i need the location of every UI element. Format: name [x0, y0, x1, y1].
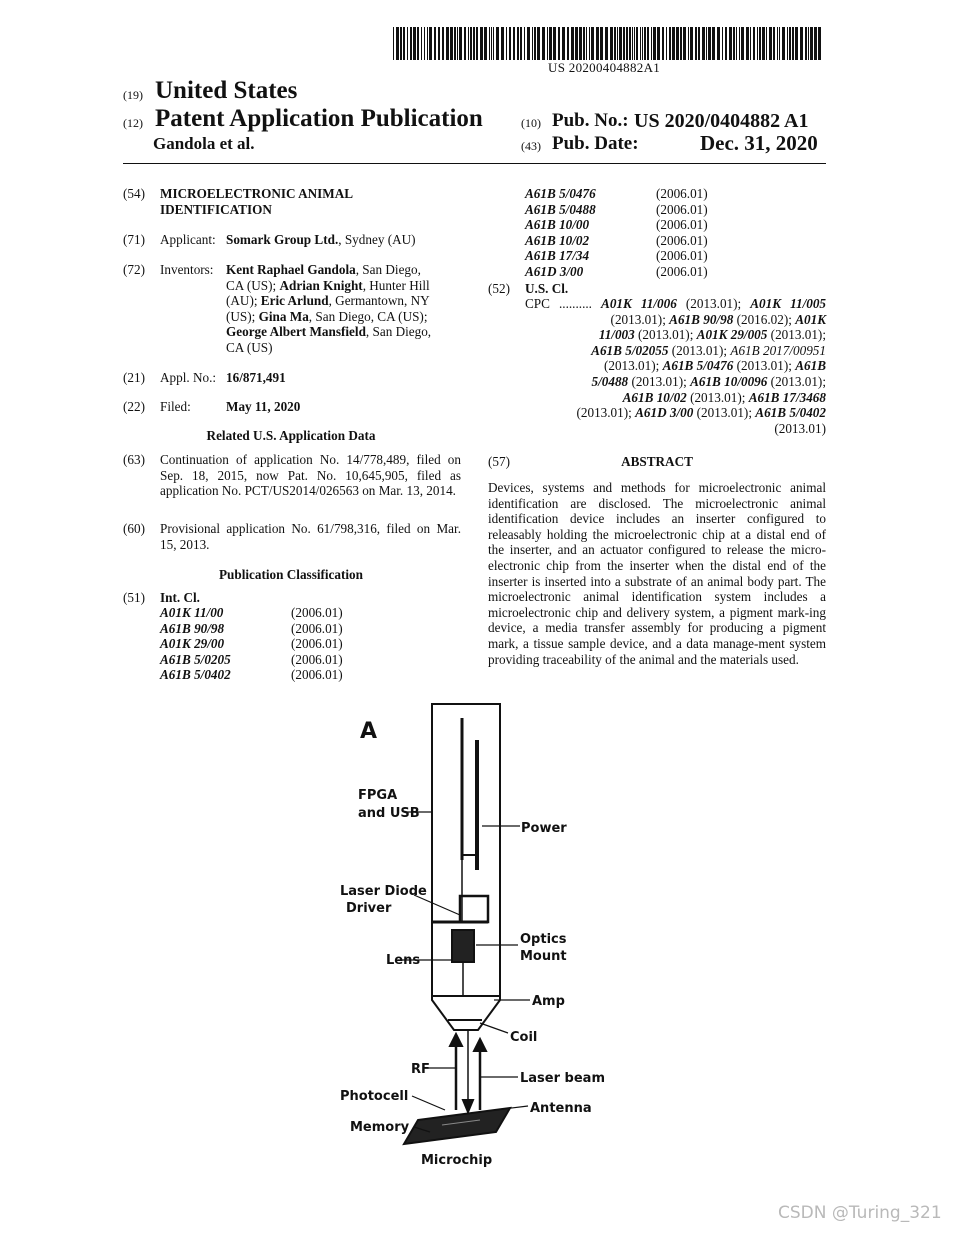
laser-diode-box: [460, 896, 488, 922]
label-power: Power: [521, 821, 567, 836]
barcode-bar: [818, 27, 821, 60]
cpc-code: A01K 11/006: [601, 296, 677, 311]
barcode-bar: [640, 27, 641, 60]
barcode-bar: [676, 27, 679, 60]
pub-date: Dec. 31, 2020: [700, 131, 818, 155]
barcode-bar: [808, 27, 809, 60]
abstract-text: Devices, systems and methods for microelectronic animal identification are disclosed. The microelectronic animal identification device includes an inserter configured to releasably holding the microelectronic chip at a distal end of the inserter, and an actuator configured to release the micro-electronic chip from the inserter when the distal end of the inserter is inserted into a substrate of an animal body part. The microelectronic animal identification system includes a microelectronic chip and delivery system, a pigment mark-ing device, a media transfer assembly for producing a pigment mark, a tissue sample device, and a data manage-ment system providing traceability of the animal and the materials used.: [488, 480, 826, 667]
filed-label: Filed:: [160, 399, 191, 414]
barcode-bar: [623, 27, 625, 60]
barcode-bar: [410, 27, 412, 60]
barcode-bar: [457, 27, 458, 60]
barcode-bar: [690, 27, 693, 60]
barcode-bar: [647, 27, 649, 60]
cpc-line: (2013.01); A61D 3/00 (2013.01); A61B 5/0402: [576, 405, 826, 421]
cpc-code: A61B 5/0476: [662, 358, 734, 374]
label-amp: Amp: [532, 994, 565, 1009]
barcode-bar: [614, 27, 616, 60]
cpc-line: A61B 10/02 (2013.01); A61B 17/3468: [622, 389, 826, 405]
intcl-version: (2006.01): [656, 217, 708, 232]
barcode-bar: [562, 27, 565, 60]
barcode-bar: [642, 27, 643, 60]
barcode-bar: [583, 27, 585, 60]
barcode-bar: [729, 27, 732, 60]
barcode-bar: [795, 27, 798, 60]
cpc-code: A61B 2017/00951: [730, 342, 826, 358]
barcode-bar: [626, 27, 628, 60]
label-fpga-2: and USB: [358, 806, 420, 821]
barcode-bar: [537, 27, 540, 60]
microchip-shape: [404, 1108, 510, 1144]
barcode-bar: [413, 27, 416, 60]
barcode-bar: [542, 27, 545, 60]
cpc-date: (2013.01): [736, 358, 789, 374]
device-diagram: [330, 700, 630, 1175]
barcode-bar: [757, 27, 758, 60]
label-coil: Coil: [510, 1030, 538, 1045]
barcode-bar: [429, 27, 432, 60]
barcode-bar: [396, 27, 399, 60]
label-microchip: Microchip: [421, 1153, 493, 1168]
barcode-bar: [777, 27, 778, 60]
label-memory: Memory: [350, 1120, 410, 1135]
appl-label: Appl. No.:: [160, 370, 217, 385]
cpc-code: A61B 5/02055: [591, 342, 669, 358]
barcode-bar: [501, 27, 504, 60]
barcode-bar: [450, 27, 453, 60]
lens-shape: [452, 930, 474, 962]
barcode-bar: [810, 27, 813, 60]
barcode-bar: [454, 27, 456, 60]
title-line-1: MICROELECTRONIC ANIMAL: [160, 186, 354, 201]
authors: Gandola et al.: [153, 134, 255, 153]
figure: [330, 700, 630, 1180]
related-heading: Related U.S. Application Data: [206, 428, 376, 443]
barcode-bar: [438, 27, 440, 60]
barcode-bar: [698, 27, 700, 60]
cpc-line: [525, 421, 826, 437]
intcl-version: (2006.01): [291, 621, 343, 636]
barcode-bar: [632, 27, 633, 60]
cpc-date: (2013.01): [685, 296, 738, 311]
cpc-code: A61B 17/3468: [748, 389, 826, 405]
label-laser-diode-2: Driver: [346, 901, 392, 916]
inventors-list: [226, 262, 431, 356]
intcl-code-value: A01K 29/00: [160, 636, 225, 651]
watermark: CSDN @Turing_321: [778, 1203, 942, 1223]
barcode-bar: [769, 27, 772, 60]
barcode-bar: [782, 27, 785, 60]
barcode-bar: [708, 27, 711, 60]
barcode-bar: [403, 27, 405, 60]
cpc-date: (2013.01): [576, 405, 629, 421]
intcl-version: (2006.01): [656, 233, 708, 248]
inventor-name: George Albert Mansfield: [226, 324, 366, 340]
barcode-bar: [739, 27, 740, 60]
applicant-label: Applicant:: [160, 232, 216, 247]
barcode-bar: [480, 27, 483, 60]
barcode-bar: [741, 27, 744, 60]
cpc-prefix: CPC ..........: [525, 296, 592, 311]
inserter-body: [432, 704, 500, 1030]
applicant-name: Somark Group Ltd.: [226, 232, 339, 247]
barcode-bar: [657, 27, 660, 60]
barcode-bar: [506, 27, 507, 60]
barcode-bar: [417, 27, 419, 60]
barcode-bar: [493, 27, 494, 60]
barcode-bar: [762, 27, 765, 60]
inventor-line: [226, 262, 431, 278]
label-rf: RF: [411, 1062, 430, 1077]
barcode-bar: [489, 27, 490, 60]
barcode-bar: [534, 27, 536, 60]
pub-no: US 2020/0404882 A1: [634, 110, 809, 132]
applicant-code: (71): [123, 232, 145, 247]
title-code: (54): [123, 186, 145, 201]
inventor-name: Kent Raphael Gandola: [226, 262, 356, 277]
barcode-bar: [680, 27, 682, 60]
inventor-location: , San Diego,: [365, 324, 432, 340]
barcode-bar: [736, 27, 737, 60]
intcl-version: (2006.01): [291, 667, 343, 682]
intcl-code-value: A61D 3/00: [525, 264, 584, 279]
cpc-code: A61B 10/0096: [690, 373, 768, 389]
cpc-block: [525, 296, 826, 436]
intcl-version: (2006.01): [291, 636, 343, 651]
label-lens: Lens: [386, 953, 421, 968]
barcode-bar: [629, 27, 631, 60]
inventor-location: CA (US);: [226, 277, 280, 293]
cpc-date: (2013.01): [690, 389, 742, 405]
cpc-code: 5/0488: [591, 373, 629, 389]
barcode-bar: [513, 27, 515, 60]
cpc-code: A01K 29/005: [696, 327, 768, 343]
intcl-code-value: A61B 17/34: [525, 248, 590, 263]
intcl-code-value: A61B 5/0488: [525, 202, 596, 217]
barcode-bar: [591, 27, 594, 60]
barcode-bar: [527, 27, 530, 60]
barcode-bar: [814, 27, 817, 60]
barcode-bar: [434, 27, 436, 60]
barcode-number: US 20200404882A1: [548, 60, 661, 75]
barcode-bar: [464, 27, 466, 60]
intcl-code-value: A61B 10/00: [525, 217, 590, 232]
barcode-bar: [496, 27, 499, 60]
barcode-bar: [400, 27, 402, 60]
inventor-name: Gina Ma: [258, 308, 309, 324]
inventor-location: (AU);: [226, 293, 261, 309]
continuation-code: (63): [123, 452, 145, 467]
cpc-line: A61B 5/02055 (2013.01); A61B 2017/00951: [591, 342, 826, 358]
barcode-bar: [610, 27, 613, 60]
uscl-label: U.S. Cl.: [525, 281, 569, 296]
barcode-bar: [424, 27, 425, 60]
country: United States: [155, 77, 298, 104]
uscl-code: (52): [488, 281, 510, 296]
panel-label: A: [360, 719, 378, 744]
barcode-bar: [683, 27, 686, 60]
intcl-version: (2006.01): [656, 202, 708, 217]
barcode-bar: [589, 27, 590, 60]
barcode-bar: [473, 27, 475, 60]
pub-type: Patent Application Publication: [155, 105, 483, 132]
barcode-bar: [773, 27, 775, 60]
pubclass-heading: Publication Classification: [219, 567, 363, 582]
cpc-date: (2013.01): [671, 342, 724, 358]
intcl-code-value: A61B 5/0476: [525, 186, 596, 201]
cpc-line: 11/003 (2013.01); A01K 29/005 (2013.01);: [598, 327, 826, 343]
barcode-bar: [558, 27, 560, 60]
barcode-bar: [789, 27, 791, 60]
barcode-bar: [669, 27, 671, 60]
barcode-bar: [787, 27, 788, 60]
barcode-bar: [617, 27, 618, 60]
label-optics-1: Optics: [520, 932, 567, 947]
barcode-bar: [421, 27, 422, 60]
barcode-bar: [575, 27, 578, 60]
barcode-bar: [792, 27, 794, 60]
barcode-bar: [484, 27, 487, 60]
title-line-2: IDENTIFICATION: [160, 202, 272, 217]
header-rule: [123, 163, 826, 164]
inventor-name: Eric Arlund: [260, 293, 329, 309]
barcode-bar: [766, 27, 767, 60]
barcode-bar: [520, 27, 522, 60]
applicant-location: , Sydney (AU): [338, 232, 416, 247]
intcl-code: (51): [123, 590, 145, 605]
pub-no-code: (10): [521, 116, 541, 130]
inventor-line: [226, 278, 431, 294]
inventors-code: (72): [123, 262, 145, 277]
cpc-code: A61B 5/0402: [755, 405, 826, 421]
intcl-version: (2006.01): [656, 186, 708, 201]
intcl-code-value: A01K 11/00: [160, 605, 224, 620]
cpc-date: (2013.01): [610, 311, 663, 327]
barcode-bar: [549, 27, 552, 60]
barcode-bar: [750, 27, 751, 60]
barcode-bar: [407, 27, 408, 60]
pub-type-code: (12): [123, 116, 143, 130]
inventor-location: , Germantown, NY: [328, 293, 430, 309]
barcode-bar: [695, 27, 697, 60]
barcode-bar: [759, 27, 761, 60]
barcode-bar: [567, 27, 569, 60]
cpc-code: A61D 3/00: [635, 405, 694, 421]
barcode-bar: [712, 27, 715, 60]
barcode-bar: [586, 27, 587, 60]
cpc-line: (2013.01); A61B 90/98 (2016.02); A01K: [610, 311, 826, 327]
inventor-line: [226, 309, 431, 325]
barcode-bar: [524, 27, 525, 60]
barcode-bar: [702, 27, 705, 60]
cpc-date: (2013.01): [631, 373, 684, 389]
barcode-bar: [746, 27, 749, 60]
cpc-line: CPC .......... A01K 11/006 (2013.01); A01K 11/005: [525, 296, 827, 311]
cpc-date: (2013.01): [696, 405, 749, 421]
label-laser-beam: Laser beam: [520, 1071, 605, 1086]
barcode-bar: [491, 27, 492, 60]
inventor-location: , San Diego,: [355, 262, 421, 277]
provisional-code: (60): [123, 521, 145, 536]
label-laser-diode-1: Laser Diode: [340, 884, 427, 899]
barcode-bar: [476, 27, 478, 60]
abstract-heading: ABSTRACT: [621, 454, 693, 469]
cpc-date: (2013.01): [774, 420, 826, 436]
filed-date: May 11, 2020: [226, 399, 301, 414]
barcode-bar: [722, 27, 723, 60]
inventor-line: CA (US): [226, 339, 273, 355]
barcode-bar: [619, 27, 622, 60]
applicant: [226, 232, 416, 248]
country-code: (19): [123, 88, 143, 102]
pub-date-code: (43): [521, 139, 541, 153]
barcode-bar: [644, 27, 646, 60]
cpc-code: A61B: [795, 358, 826, 374]
barcode-bar: [779, 27, 780, 60]
barcode-bar: [634, 27, 635, 60]
barcode-bar: [509, 27, 511, 60]
cpc-date: (2013.01): [603, 358, 656, 374]
continuation-text: Continuation of application No. 14/778,489, filed on Sep. 18, 2015, now Pat. No. 10,645,905, filed as application No. PCT/US2014/026563 on Mar. 13, 2014.: [160, 452, 461, 499]
cpc-date: (2013.01): [638, 327, 690, 343]
barcode-bar: [672, 27, 675, 60]
inventor-line: [226, 293, 431, 309]
label-optics-2: Mount: [520, 949, 567, 964]
provisional-text: Provisional application No. 61/798,316, filed on Mar. 15, 2013.: [160, 521, 461, 552]
appl-code: (21): [123, 370, 145, 385]
pub-date-label: Pub. Date:: [552, 133, 639, 154]
label-antenna: Antenna: [530, 1101, 592, 1116]
barcode-bar: [579, 27, 582, 60]
barcode-bar: [571, 27, 574, 60]
barcode-bar: [717, 27, 720, 60]
barcode-bar: [596, 27, 599, 60]
barcode: [393, 27, 825, 60]
barcode-bar: [532, 27, 533, 60]
cpc-date: (2016.02): [736, 311, 789, 327]
cpc-line: 5/0488 (2013.01); A61B 10/0096 (2013.01);: [591, 373, 826, 389]
intcl-code-value: A61B 5/0402: [160, 667, 231, 682]
intcl-code-value: A61B 10/02: [525, 233, 590, 248]
label-photocell: Photocell: [340, 1089, 409, 1104]
abstract-code: (57): [488, 454, 510, 469]
intcl-version: (2006.01): [291, 652, 343, 667]
barcode-bar: [800, 27, 803, 60]
cpc-code: A01K 11/005: [750, 296, 827, 311]
barcode-bar: [427, 27, 428, 60]
barcode-bar: [442, 27, 444, 60]
inventor-line: [226, 324, 431, 340]
barcode-bar: [605, 27, 608, 60]
barcode-bar: [553, 27, 556, 60]
barcode-bar: [459, 27, 462, 60]
cpc-date: (2013.01): [770, 327, 823, 343]
barcode-bar: [662, 27, 664, 60]
label-fpga-1: FPGA: [358, 788, 398, 803]
intcl-label: Int. Cl.: [160, 590, 200, 605]
intcl-code-value: A61B 5/0205: [160, 652, 231, 667]
barcode-bar: [688, 27, 689, 60]
cpc-code: A61B 90/98: [669, 311, 734, 327]
barcode-bar: [706, 27, 707, 60]
appl-no: 16/871,491: [226, 370, 286, 385]
pub-no-label: Pub. No.:: [552, 110, 629, 131]
cpc-line: (2013.01); A61B 5/0476 (2013.01); A61B: [603, 358, 826, 374]
barcode-bar: [468, 27, 469, 60]
cpc-date: (2013.01): [770, 373, 823, 389]
barcode-bar: [733, 27, 735, 60]
barcode-bar: [517, 27, 519, 60]
inventors-label: Inventors:: [160, 262, 214, 277]
barcode-bar: [651, 27, 652, 60]
filed-code: (22): [123, 399, 145, 414]
barcode-bar: [470, 27, 472, 60]
cpc-code: A01K: [795, 311, 826, 327]
inventor-location: , Hunter Hill: [362, 277, 430, 293]
cpc-code: A61B 10/02: [622, 389, 687, 405]
barcode-bar: [753, 27, 755, 60]
barcode-bar: [446, 27, 449, 60]
inventor-location: (US);: [226, 308, 259, 324]
cpc-code: 11/003: [598, 327, 635, 343]
intcl-version: (2006.01): [291, 605, 343, 620]
intcl-code-value: A61B 90/98: [160, 621, 225, 636]
barcode-bar: [600, 27, 603, 60]
barcode-bar: [653, 27, 656, 60]
barcode-bar: [725, 27, 727, 60]
intcl-version: (2006.01): [656, 264, 708, 279]
barcode-bar: [393, 27, 394, 60]
inventor-location: , San Diego, CA (US);: [308, 308, 428, 324]
barcode-bar: [636, 27, 638, 60]
inventor-name: Adrian Knight: [279, 277, 363, 293]
barcode-bar: [805, 27, 807, 60]
intcl-version: (2006.01): [656, 248, 708, 263]
barcode-bar: [547, 27, 548, 60]
barcode-bar: [666, 27, 667, 60]
